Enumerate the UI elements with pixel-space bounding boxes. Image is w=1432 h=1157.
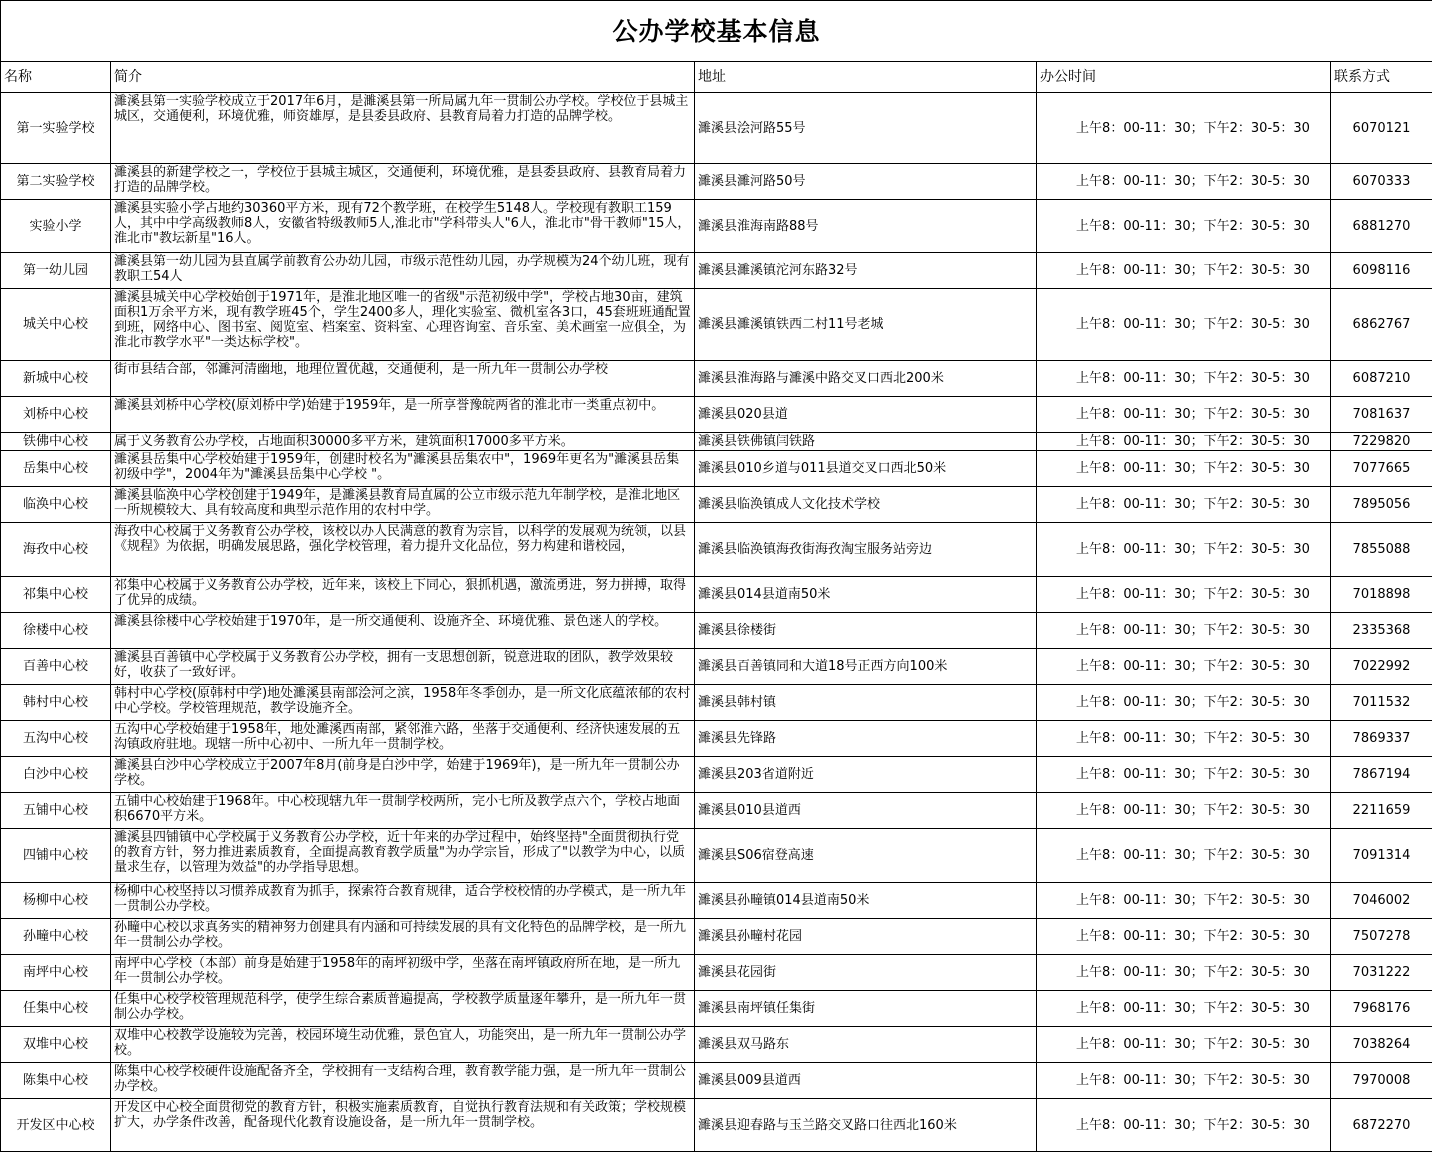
school-name-cell[interactable]: 开发区中心校 bbox=[1, 1099, 111, 1152]
school-address-cell[interactable]: 濉溪县009县道西 bbox=[695, 1063, 1037, 1099]
phone-cell[interactable]: 7869337 bbox=[1331, 721, 1432, 757]
school-intro-cell[interactable]: 濉溪县四铺镇中心学校属于义务教育公办学校，近十年来的办学过程中，始终坚持"全面贯彻执行党的教育方针，努力推进素质教育，全面提高教育教学质量"为办学宗旨，形成了"以教学为中心，以质量求生存，以管理为效益"的办学指导思想。 bbox=[111, 829, 695, 883]
school-name-cell[interactable]: 新城中心校 bbox=[1, 361, 111, 397]
school-address-cell[interactable]: 濉溪县014县道南50米 bbox=[695, 577, 1037, 613]
office-hours-cell[interactable]: 上午8：00-11：30；下午2：30-5：30 bbox=[1037, 523, 1331, 577]
office-hours-cell[interactable]: 上午8：00-11：30；下午2：30-5：30 bbox=[1037, 685, 1331, 721]
office-hours-cell[interactable]: 上午8：00-11：30；下午2：30-5：30 bbox=[1037, 793, 1331, 829]
phone-cell[interactable]: 6087210 bbox=[1331, 361, 1432, 397]
table-row bbox=[1, 757, 1432, 793]
school-address-cell[interactable]: 濉溪县010县道西 bbox=[695, 793, 1037, 829]
school-address-cell[interactable]: 濉溪县孙疃村花园 bbox=[695, 919, 1037, 955]
school-address-cell[interactable]: 濉溪县淮海南路88号 bbox=[695, 200, 1037, 253]
office-hours-cell[interactable]: 上午8：00-11：30；下午2：30-5：30 bbox=[1037, 164, 1331, 200]
school-address-cell[interactable]: 濉溪县临涣镇海孜街海孜淘宝服务站旁边 bbox=[695, 523, 1037, 577]
school-intro-cell[interactable]: 海孜中心校属于义务教育公办学校，该校以办人民满意的教育为宗旨，以科学的发展观为统领，以县《规程》为依据，明确发展思路，强化学校管理，着力提升文化品位，努力构建和谐校园， bbox=[111, 523, 695, 577]
phone-cell[interactable]: 6872270 bbox=[1331, 1099, 1432, 1152]
header-hours[interactable]: 办公时间 bbox=[1037, 62, 1331, 93]
school-address-cell[interactable]: 濉溪县010乡道与011县道交叉口西北50米 bbox=[695, 451, 1037, 487]
phone-cell[interactable]: 7011532 bbox=[1331, 685, 1432, 721]
table-row bbox=[1, 487, 1432, 523]
school-intro-cell[interactable]: 濉溪县百善镇中心学校属于义务教育公办学校，拥有一支思想创新，锐意进取的团队，教学效果较好，收获了一致好评。 bbox=[111, 649, 695, 685]
school-address-cell[interactable]: 濉溪县浍河路55号 bbox=[695, 93, 1037, 164]
page-title: 公办学校基本信息 bbox=[1, 1, 1432, 62]
school-intro-cell[interactable]: 濉溪县城关中心学校始创于1971年，是淮北地区唯一的省级"示范初级中学"，学校占地30亩，建筑面积1万余平方米，现有教学班45个，学生2400多人，理化实验室、微机室各3口，45套班班通配置到班，网络中心、图书室、阅览室、档案室、资料室、心理咨询室、音乐室、美术画室一应俱全，为淮北市教学水平"一类达标学校"。 bbox=[111, 289, 695, 361]
school-address-cell[interactable]: 濉溪县铁佛镇闫铁路 bbox=[695, 433, 1037, 451]
table-row bbox=[1, 685, 1432, 721]
office-hours-cell[interactable]: 上午8：00-11：30；下午2：30-5：30 bbox=[1037, 487, 1331, 523]
school-intro-cell[interactable]: 任集中心校学校管理规范科学，使学生综合素质普遍提高，学校教学质量逐年攀升，是一所九年一贯制公办学校。 bbox=[111, 991, 695, 1027]
header-row bbox=[1, 62, 1432, 93]
school-name-cell[interactable]: 韩村中心校 bbox=[1, 685, 111, 721]
school-intro-cell[interactable]: 开发区中心校全面贯彻党的教育方针，积极实施素质教育，自觉执行教育法规和有关政策；学校规模扩大，办学条件改善，配备现代化教育设施设备，是一所九年一贯制学校。 bbox=[111, 1099, 695, 1152]
school-intro-cell[interactable]: 濉溪县刘桥中心学校(原刘桥中学)始建于1959年，是一所享誉豫皖两省的淮北市一类重点初中。 bbox=[111, 397, 695, 433]
phone-cell[interactable]: 7895056 bbox=[1331, 487, 1432, 523]
school-address-cell[interactable]: 濉溪县203省道附近 bbox=[695, 757, 1037, 793]
phone-cell[interactable]: 6881270 bbox=[1331, 200, 1432, 253]
school-address-cell[interactable]: 濉溪县迎春路与玉兰路交叉路口往西北160米 bbox=[695, 1099, 1037, 1152]
table-row bbox=[1, 200, 1432, 253]
phone-cell[interactable]: 7022992 bbox=[1331, 649, 1432, 685]
school-address-cell[interactable]: 濉溪县濉河路50号 bbox=[695, 164, 1037, 200]
office-hours-cell[interactable]: 上午8：00-11：30；下午2：30-5：30 bbox=[1037, 451, 1331, 487]
school-address-cell[interactable]: 濉溪县南坪镇任集街 bbox=[695, 991, 1037, 1027]
school-name-cell[interactable]: 孙疃中心校 bbox=[1, 919, 111, 955]
school-address-cell[interactable]: 濉溪县淮海路与濉溪中路交叉口西北200米 bbox=[695, 361, 1037, 397]
office-hours-cell[interactable]: 上午8：00-11：30；下午2：30-5：30 bbox=[1037, 757, 1331, 793]
header-intro[interactable]: 简介 bbox=[111, 62, 695, 93]
school-address-cell[interactable]: 濉溪县花园街 bbox=[695, 955, 1037, 991]
office-hours-cell[interactable]: 上午8：00-11：30；下午2：30-5：30 bbox=[1037, 253, 1331, 289]
school-name-cell[interactable]: 任集中心校 bbox=[1, 991, 111, 1027]
phone-cell[interactable]: 7507278 bbox=[1331, 919, 1432, 955]
phone-cell[interactable]: 7038264 bbox=[1331, 1027, 1432, 1063]
school-intro-cell[interactable]: 陈集中心校学校硬件设施配备齐全，学校拥有一支结构合理，教育教学能力强，是一所九年一贯制公办学校。 bbox=[111, 1063, 695, 1099]
school-intro-cell[interactable]: 濉溪县第一幼儿园为县直属学前教育公办幼儿园，市级示范性幼儿园，办学规模为24个幼儿班，现有教职工54人 bbox=[111, 253, 695, 289]
table-row bbox=[1, 433, 1432, 451]
table-row bbox=[1, 253, 1432, 289]
school-intro-cell[interactable]: 五铺中心校始建于1968年。中心校现辖九年一贯制学校两所，完小七所及教学点六个，学校占地面积6670平方米。 bbox=[111, 793, 695, 829]
school-name-cell[interactable]: 第一幼儿园 bbox=[1, 253, 111, 289]
school-name-cell[interactable]: 陈集中心校 bbox=[1, 1063, 111, 1099]
office-hours-cell[interactable]: 上午8：00-11：30；下午2：30-5：30 bbox=[1037, 200, 1331, 253]
school-name-cell[interactable]: 铁佛中心校 bbox=[1, 433, 111, 451]
table-row bbox=[1, 523, 1432, 577]
office-hours-cell[interactable]: 上午8：00-11：30；下午2：30-5：30 bbox=[1037, 577, 1331, 613]
school-intro-cell[interactable]: 濉溪县岳集中心学校始建于1959年，创建时校名为"濉溪县岳集农中"，1969年更名为"濉溪县岳集初级中学"，2004年为"濉溪县岳集中心学校 "。 bbox=[111, 451, 695, 487]
school-intro-cell[interactable]: 南坪中心学校（本部）前身是始建于1958年的南坪初级中学，坐落在南坪镇政府所在地，是一所九年一贯制公办学校。 bbox=[111, 955, 695, 991]
table-row bbox=[1, 397, 1432, 433]
school-address-cell[interactable]: 濉溪县百善镇同和大道18号正西方向100米 bbox=[695, 649, 1037, 685]
phone-cell[interactable]: 7229820 bbox=[1331, 433, 1432, 451]
school-address-cell[interactable]: 濉溪县徐楼街 bbox=[695, 613, 1037, 649]
school-intro-cell[interactable]: 濉溪县临涣中心学校创建于1949年，是濉溪县教育局直属的公立市级示范九年制学校，是淮北地区一所规模较大、具有较高度和典型示范作用的农村中学。 bbox=[111, 487, 695, 523]
office-hours-cell[interactable]: 上午8：00-11：30；下午2：30-5：30 bbox=[1037, 397, 1331, 433]
phone-cell[interactable]: 7867194 bbox=[1331, 757, 1432, 793]
office-hours-cell[interactable]: 上午8：00-11：30；下午2：30-5：30 bbox=[1037, 361, 1331, 397]
school-intro-cell[interactable]: 濉溪县徐楼中心学校始建于1970年，是一所交通便利、设施齐全、环境优雅、景色迷人的学校。 bbox=[111, 613, 695, 649]
office-hours-cell[interactable]: 上午8：00-11：30；下午2：30-5：30 bbox=[1037, 93, 1331, 164]
school-intro-cell[interactable]: 濉溪县的新建学校之一，学校位于县城主城区，交通便利，环境优雅，是县委县政府、县教育局着力打造的品牌学校。 bbox=[111, 164, 695, 200]
phone-cell[interactable]: 7970008 bbox=[1331, 1063, 1432, 1099]
school-name-cell[interactable]: 刘桥中心校 bbox=[1, 397, 111, 433]
table-row bbox=[1, 451, 1432, 487]
school-name-cell[interactable]: 百善中心校 bbox=[1, 649, 111, 685]
school-name-cell[interactable]: 四铺中心校 bbox=[1, 829, 111, 883]
school-address-cell[interactable]: 濉溪县韩村镇 bbox=[695, 685, 1037, 721]
school-address-cell[interactable]: 濉溪县先锋路 bbox=[695, 721, 1037, 757]
phone-cell[interactable]: 7031222 bbox=[1331, 955, 1432, 991]
phone-cell[interactable]: 7968176 bbox=[1331, 991, 1432, 1027]
office-hours-cell[interactable]: 上午8：00-11：30；下午2：30-5：30 bbox=[1037, 991, 1331, 1027]
school-name-cell[interactable]: 第一实验学校 bbox=[1, 93, 111, 164]
school-name-cell[interactable]: 临涣中心校 bbox=[1, 487, 111, 523]
office-hours-cell[interactable]: 上午8：00-11：30；下午2：30-5：30 bbox=[1037, 955, 1331, 991]
school-intro-cell[interactable]: 街市县结合部，邻濉河清幽地，地理位置优越，交通便利，是一所九年一贯制公办学校 bbox=[111, 361, 695, 397]
table-row bbox=[1, 1027, 1432, 1063]
office-hours-cell[interactable]: 上午8：00-11：30；下午2：30-5：30 bbox=[1037, 721, 1331, 757]
school-intro-cell[interactable]: 濉溪县第一实验学校成立于2017年6月，是濉溪县第一所局属九年一贯制公办学校。学校位于县城主城区，交通便利，环境优雅，师资雄厚，是县委县政府、县教育局着力打造的品牌学校。 bbox=[111, 93, 695, 164]
school-address-cell[interactable]: 濉溪县孙疃镇014县道南50米 bbox=[695, 883, 1037, 919]
school-name-cell[interactable]: 五沟中心校 bbox=[1, 721, 111, 757]
table-row bbox=[1, 93, 1432, 164]
office-hours-cell[interactable]: 上午8：00-11：30；下午2：30-5：30 bbox=[1037, 1063, 1331, 1099]
school-name-cell[interactable]: 双堆中心校 bbox=[1, 1027, 111, 1063]
office-hours-cell[interactable]: 上午8：00-11：30；下午2：30-5：30 bbox=[1037, 1027, 1331, 1063]
phone-cell[interactable]: 6070121 bbox=[1331, 93, 1432, 164]
phone-cell[interactable]: 6098116 bbox=[1331, 253, 1432, 289]
office-hours-cell[interactable]: 上午8：00-11：30；下午2：30-5：30 bbox=[1037, 883, 1331, 919]
office-hours-cell[interactable]: 上午8：00-11：30；下午2：30-5：30 bbox=[1037, 1099, 1331, 1152]
office-hours-cell[interactable]: 上午8：00-11：30；下午2：30-5：30 bbox=[1037, 433, 1331, 451]
school-name-cell[interactable]: 祁集中心校 bbox=[1, 577, 111, 613]
school-name-cell[interactable]: 杨柳中心校 bbox=[1, 883, 111, 919]
table-row bbox=[1, 164, 1432, 200]
school-name-cell[interactable]: 实验小学 bbox=[1, 200, 111, 253]
school-intro-cell[interactable]: 属于义务教育公办学校，占地面积30000多平方米，建筑面积17000多平方米。 bbox=[111, 433, 695, 451]
school-name-cell[interactable]: 白沙中心校 bbox=[1, 757, 111, 793]
school-address-cell[interactable]: 濉溪县020县道 bbox=[695, 397, 1037, 433]
phone-cell[interactable]: 2335368 bbox=[1331, 613, 1432, 649]
school-name-cell[interactable]: 第二实验学校 bbox=[1, 164, 111, 200]
table-row bbox=[1, 955, 1432, 991]
school-intro-cell[interactable]: 双堆中心校教学设施较为完善，校园环境生动优雅，景色宜人，功能突出，是一所九年一贯制公办学校。 bbox=[111, 1027, 695, 1063]
school-address-cell[interactable]: 濉溪县临涣镇成人文化技术学校 bbox=[695, 487, 1037, 523]
office-hours-cell[interactable]: 上午8：00-11：30；下午2：30-5：30 bbox=[1037, 919, 1331, 955]
school-intro-cell[interactable]: 濉溪县白沙中心学校成立于2007年8月(前身是白沙中学，始建于1969年)，是一所九年一贯制公办学校。 bbox=[111, 757, 695, 793]
table-row bbox=[1, 361, 1432, 397]
school-address-cell[interactable]: 濉溪县濉溪镇沱河东路32号 bbox=[695, 253, 1037, 289]
office-hours-cell[interactable]: 上午8：00-11：30；下午2：30-5：30 bbox=[1037, 289, 1331, 361]
table-row bbox=[1, 289, 1432, 361]
phone-cell[interactable]: 7855088 bbox=[1331, 523, 1432, 577]
header-name[interactable]: 名称 bbox=[1, 62, 111, 93]
school-name-cell[interactable]: 城关中心校 bbox=[1, 289, 111, 361]
table-row bbox=[1, 829, 1432, 883]
phone-cell[interactable]: 7018898 bbox=[1331, 577, 1432, 613]
phone-cell[interactable]: 6070333 bbox=[1331, 164, 1432, 200]
school-name-cell[interactable]: 岳集中心校 bbox=[1, 451, 111, 487]
office-hours-cell[interactable]: 上午8：00-11：30；下午2：30-5：30 bbox=[1037, 829, 1331, 883]
school-address-cell[interactable]: 濉溪县濉溪镇铁西二村11号老城 bbox=[695, 289, 1037, 361]
school-intro-cell[interactable]: 祁集中心校属于义务教育公办学校，近年来，该校上下同心，狠抓机遇，激流勇进，努力拼搏，取得了优异的成绩。 bbox=[111, 577, 695, 613]
school-name-cell[interactable]: 徐楼中心校 bbox=[1, 613, 111, 649]
table-row bbox=[1, 793, 1432, 829]
school-name-cell[interactable]: 南坪中心校 bbox=[1, 955, 111, 991]
header-address[interactable]: 地址 bbox=[695, 62, 1037, 93]
school-intro-cell[interactable]: 杨柳中心校坚持以习惯养成教育为抓手，探索符合教育规律，适合学校校情的办学模式，是一所九年一贯制公办学校。 bbox=[111, 883, 695, 919]
phone-cell[interactable]: 7091314 bbox=[1331, 829, 1432, 883]
school-intro-cell[interactable]: 韩村中心学校(原韩村中学)地处濉溪县南部浍河之滨，1958年冬季创办，是一所文化底蕴浓郁的农村中心学校。学校管理规范，教学设施齐全。 bbox=[111, 685, 695, 721]
header-contact[interactable]: 联系方式 bbox=[1331, 62, 1432, 93]
school-address-cell[interactable]: 濉溪县双马路东 bbox=[695, 1027, 1037, 1063]
school-intro-cell[interactable]: 濉溪县实验小学占地约30360平方米，现有72个教学班，在校学生5148人。学校现有教职工159人，其中中学高级教师8人，安徽省特级教师5人,淮北市"学科带头人"6人，淮北市"骨干教师"15人，淮北市"教坛新星"16人。 bbox=[111, 200, 695, 253]
table-row bbox=[1, 613, 1432, 649]
table-row bbox=[1, 883, 1432, 919]
phone-cell[interactable]: 6862767 bbox=[1331, 289, 1432, 361]
phone-cell[interactable]: 7081637 bbox=[1331, 397, 1432, 433]
table-row bbox=[1, 991, 1432, 1027]
office-hours-cell[interactable]: 上午8：00-11：30；下午2：30-5：30 bbox=[1037, 613, 1331, 649]
school-intro-cell[interactable]: 五沟中心学校始建于1958年，地处濉溪西南部，紧邻淮六路，坐落于交通便利、经济快速发展的五沟镇政府驻地。现辖一所中心初中、一所九年一贯制学校。 bbox=[111, 721, 695, 757]
phone-cell[interactable]: 7077665 bbox=[1331, 451, 1432, 487]
table-row bbox=[1, 919, 1432, 955]
school-intro-cell[interactable]: 孙疃中心校以求真务实的精神努力创建具有内涵和可持续发展的具有文化特色的品牌学校，是一所九年一贯制公办学校。 bbox=[111, 919, 695, 955]
school-name-cell[interactable]: 海孜中心校 bbox=[1, 523, 111, 577]
table-row bbox=[1, 1099, 1432, 1152]
school-address-cell[interactable]: 濉溪县S06宿登高速 bbox=[695, 829, 1037, 883]
office-hours-cell[interactable]: 上午8：00-11：30；下午2：30-5：30 bbox=[1037, 649, 1331, 685]
table-row bbox=[1, 577, 1432, 613]
table-row bbox=[1, 1063, 1432, 1099]
school-name-cell[interactable]: 五铺中心校 bbox=[1, 793, 111, 829]
table-row bbox=[1, 721, 1432, 757]
phone-cell[interactable]: 7046002 bbox=[1331, 883, 1432, 919]
table-row bbox=[1, 649, 1432, 685]
phone-cell[interactable]: 2211659 bbox=[1331, 793, 1432, 829]
